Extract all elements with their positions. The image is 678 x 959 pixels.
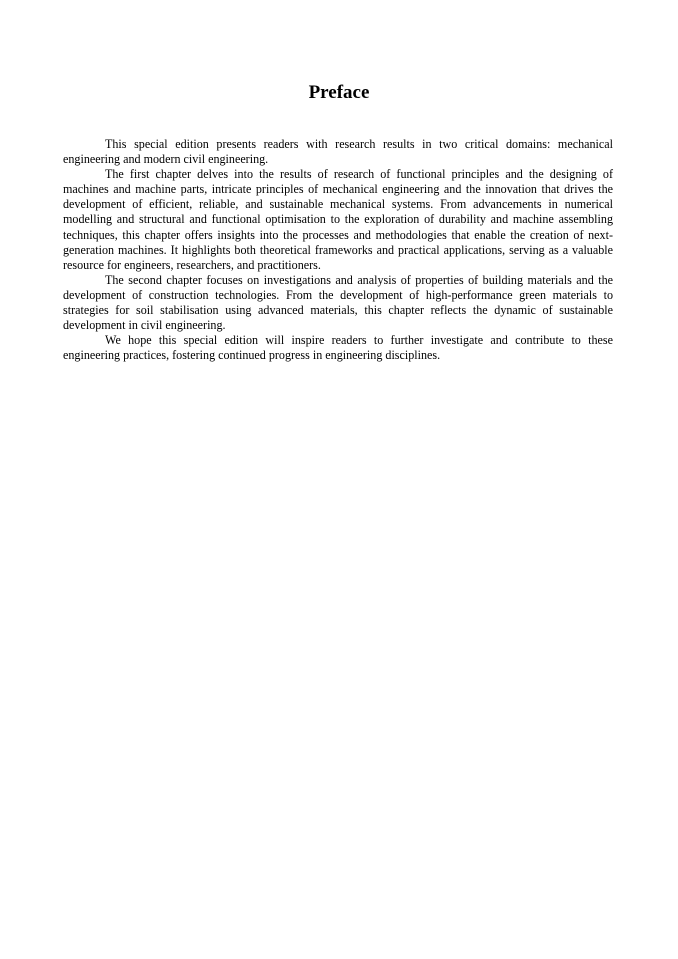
paragraph-first-chapter: The first chapter delves into the results of research of functional principles and the designing of machines and machine parts, intricate principles of mechanical engineering and the innovation that drives the development of efficient, reliable, and sustainable mechanical systems. From advancements in numerical modelling and structural and functional optimisation to the exploration of durability and machine assembling techniques, this chapter offers insights into the processes and methodologies that enable the creation of next-generation machines. It highlights both theoretical frameworks and practical applications, serving as a valuable resource for engineers, researchers, and practitioners. xyxy=(63,167,613,272)
preface-body xyxy=(63,137,613,363)
paragraph-intro: This special edition presents readers with research results in two critical domains: mechanical engineering and modern civil engineering. xyxy=(63,137,613,167)
page-title: Preface xyxy=(308,82,370,103)
paragraph-second-chapter: The second chapter focuses on investigations and analysis of properties of building materials and the development of construction technologies. From the development of high-performance green materials to strategies for soil stabilisation using advanced materials, this chapter reflects the dynamic of sustainable development in civil engineering. xyxy=(63,272,613,333)
paragraph-closing: We hope this special edition will inspire readers to further investigate and contribute to these engineering practices, fostering continued progress in engineering disciplines. xyxy=(63,333,613,363)
